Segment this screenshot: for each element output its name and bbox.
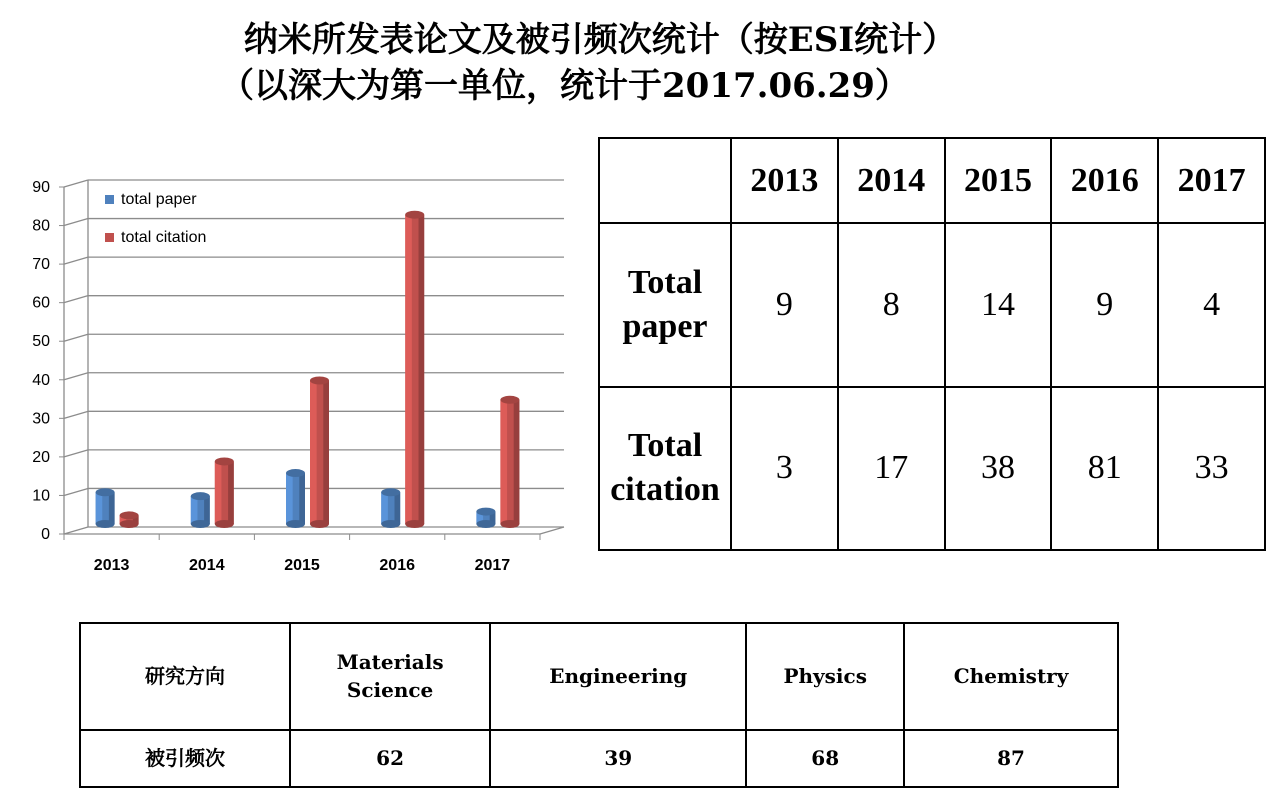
bar-shadow [419,215,425,524]
x-tick-label: 2017 [474,557,511,574]
stats-cell: 38 [945,387,1052,550]
bar-highlight [381,492,388,524]
stats-row-label-line2: citation [610,471,720,509]
y-tick-label: 90 [32,179,50,196]
bar-base [310,520,329,528]
y-tick-label: 50 [32,333,50,351]
y-tick-label: 40 [32,371,50,389]
bar-shadow [204,496,210,524]
field-table [79,622,1119,788]
stats-row-label [599,387,731,550]
stats-row-label-line1: Total [627,263,703,301]
stats-row-paper [599,223,1265,386]
stats-row-label-line2: paper [622,307,708,345]
stats-cell: 3 [731,387,838,550]
stats-cell: 14 [945,223,1052,386]
stats-row-citation [599,387,1265,550]
field-name-cell [746,623,904,730]
legend-label: total paper [121,191,197,208]
bar-highlight [310,380,317,524]
x-tick-label: 2015 [284,557,320,574]
page-subtitle: （以深大为第一单位，统计于2017.06.29） [220,66,909,106]
stats-cell: 9 [1051,223,1158,386]
bar-base [500,520,519,528]
field-name-line2: Science [346,678,434,703]
stats-table [598,137,1266,551]
field-value-cell: 87 [904,730,1118,787]
bar-top [120,511,139,519]
gridline-side [64,334,88,341]
stats-year-header: 2015 [945,138,1052,223]
bar-base [286,520,305,528]
bar-highlight [191,496,198,524]
floor-edge [540,527,564,534]
bar-shadow [299,473,305,524]
bar-shadow [395,492,401,524]
gridline-side [64,219,88,226]
bar-highlight [286,473,293,524]
stats-year-header: 2014 [838,138,945,223]
stats-cell: 9 [731,223,838,386]
stats-cell: 8 [838,223,945,386]
field-value-cell: 39 [490,730,746,787]
y-tick-label: 30 [32,410,50,428]
field-name-line1: Chemistry [953,664,1069,689]
field-header-row [80,623,1118,730]
y-tick-label: 60 [32,294,50,312]
stats-year-header: 2016 [1051,138,1158,223]
gridline-side [64,296,88,303]
y-tick-label: 70 [32,256,50,274]
field-value-label: 被引频次 [80,730,290,787]
bar-chart [20,170,590,590]
bar-base [405,520,424,528]
bar-base [96,520,115,528]
gridline-side [64,450,88,457]
y-tick-label: 0 [41,526,50,543]
bar-top [96,488,115,496]
stats-cell: 17 [838,387,945,550]
field-name-line1: Engineering [549,664,688,689]
legend-swatch [105,195,114,204]
gridline-side [64,488,88,495]
x-tick-label: 2013 [93,557,130,574]
field-value-cell: 68 [746,730,904,787]
field-name-line1: Physics [783,664,867,689]
bar-top [476,508,495,516]
stats-cell: 81 [1051,387,1158,550]
x-tick-label: 2014 [189,557,225,574]
bar-shadow [323,380,329,524]
legend-swatch [105,233,114,242]
bar-chart-svg [20,170,590,590]
stats-corner-cell [599,138,731,223]
x-tick-label: 2016 [379,557,415,574]
stats-row-label-line1: Total [627,427,703,465]
field-name-line1: Materials [336,650,444,675]
field-name-cell [290,623,490,730]
y-tick-label: 80 [32,217,50,235]
bar-highlight [215,461,222,524]
gridline-side [64,180,88,187]
gridline-side [64,527,88,534]
bar-top [500,396,519,404]
bar-top [215,457,234,465]
bar-highlight [405,215,412,524]
bar-base [215,520,234,528]
bar-base [120,520,139,528]
field-value-cell: 62 [290,730,490,787]
stats-row-label [599,223,731,386]
stats-cell: 33 [1158,387,1265,550]
bar-base [476,520,495,528]
bar-top [310,376,329,384]
field-header-label: 研究方向 [80,623,290,730]
bar-top [191,492,210,500]
stats-cell: 4 [1158,223,1265,386]
bar-highlight [96,492,103,524]
bar-top [286,469,305,477]
bar-top [381,488,400,496]
bar-shadow [109,492,115,524]
stats-year-header: 2017 [1158,138,1265,223]
bar-highlight [500,400,507,524]
bar-shadow [228,461,234,524]
field-value-row [80,730,1118,787]
gridline-side [64,257,88,264]
gridline-side [64,411,88,418]
field-name-cell [490,623,746,730]
y-tick-label: 10 [32,487,50,505]
gridline-side [64,373,88,380]
page-title: 纳米所发表论文及被引频次统计（按ESI统计） [243,20,957,60]
y-tick-label: 20 [32,448,50,466]
bar-base [381,520,400,528]
legend-label: total citation [121,229,207,246]
bar-top [405,211,424,219]
bar-base [191,520,210,528]
bar-shadow [514,400,520,524]
stats-header-row [599,138,1265,223]
stats-year-header: 2013 [731,138,838,223]
field-name-cell [904,623,1118,730]
